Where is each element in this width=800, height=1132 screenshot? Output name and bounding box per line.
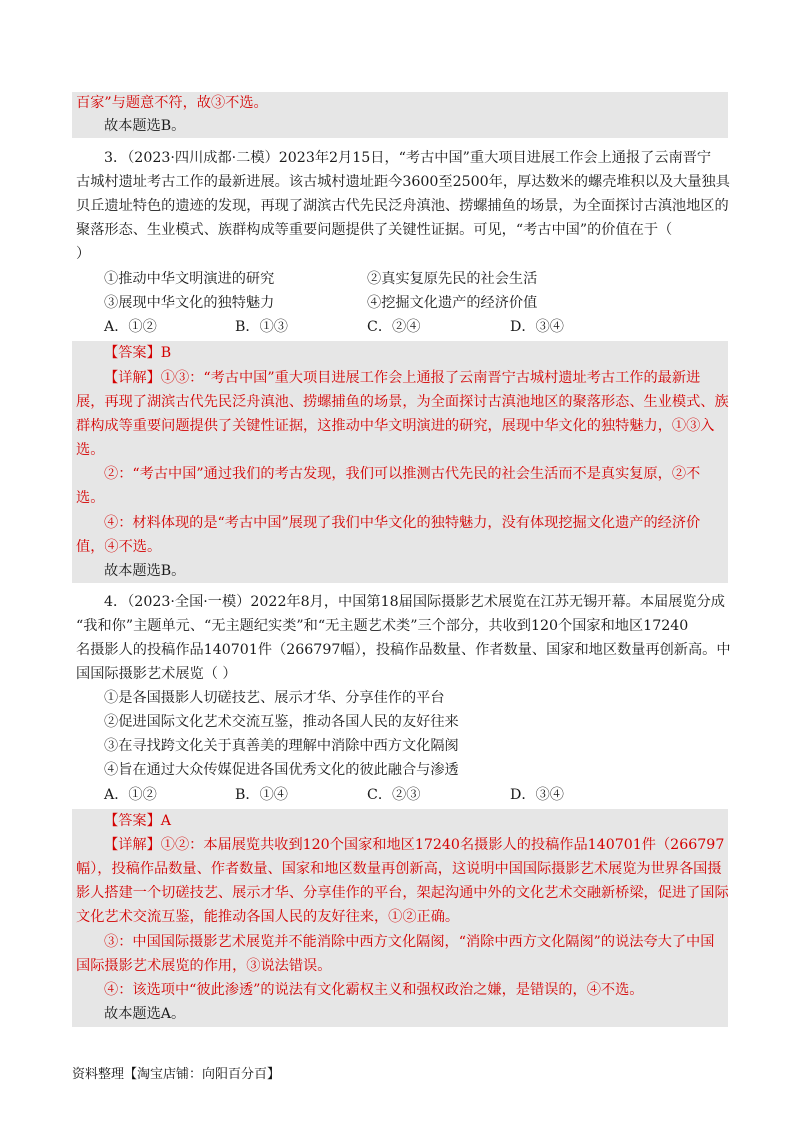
q4-item: ①是各国摄影人切磋技艺、展示才华、分享佳作的平台 xyxy=(104,690,445,706)
q4-choice-a: A．①② xyxy=(104,787,157,803)
q4-stem-line: 国国际摄影艺术展览（ ） xyxy=(76,666,237,682)
q4-stem-line: “我和你”主题单元、“无主题纪实类”和“无主题艺术类”三个部分，共收到120个国家和地区17240 xyxy=(76,618,689,634)
prev-explanation-line: 百家”与题意不符，故③不选。 xyxy=(76,95,268,111)
q4-choice-b: B．①④ xyxy=(235,787,288,803)
q4-item: ③在寻找跨文化关于真善美的理解中消除中西方文化隔阂 xyxy=(104,738,459,754)
q3-item: ④挖掘文化遗产的经济价值 xyxy=(367,295,538,311)
q4-stem-line: 4．（2023·全国·一模）2022年8月，中国第18届国际摄影艺术展览在江苏无锡开幕。本届展览分成 xyxy=(104,594,725,610)
q3-stem-line: 聚落形态、生业模式、族群构成等重要问题提供了关键性证据。可见，“考古中国”的价值在于（ xyxy=(76,222,673,238)
q4-item: ②促进国际文化艺术交流互鉴，推动各国人民的友好往来 xyxy=(104,714,459,730)
q3-choice-b: B．①③ xyxy=(235,319,288,335)
page-footer: 资料整理【淘宝店铺：向阳百分百】 xyxy=(72,1067,281,1082)
q3-stem-line: ） xyxy=(76,246,91,262)
q4-item: ④旨在通过大众传媒促进各国优秀文化的彼此融合与渗透 xyxy=(104,762,459,778)
q3-stem-line: 古城村遗址考古工作的最新进展。该古城村遗址距今3600至2500年，厚达数米的螺壳堆积以及大量独具 xyxy=(76,174,730,190)
q4-detail-line: 幅），投稿作品数量、作者数量、国家和地区数量再创新高，这说明中国国际摄影艺术展览为世界各国摄 xyxy=(76,861,722,877)
q3-detail-line: 选。 xyxy=(76,490,105,506)
q3-item: ①推动中华文明演进的研究 xyxy=(104,271,275,287)
q4-detail-line: 国际摄影艺术展览的作用，③说法错误。 xyxy=(76,958,332,974)
q3-choice-a: A．①② xyxy=(104,319,157,335)
q3-detail-line: 展，再现了湖滨古代先民泛舟滇池、捞螺捕鱼的场景，为全面探讨古滇池地区的聚落形态、生业模式、族 xyxy=(76,394,729,410)
q4-stem-line: 名摄影人的投稿作品140701件（266797幅），投稿作品数量、作者数量、国家和地区数量再创新高。中 xyxy=(76,642,731,658)
q3-answer: 【答案】B xyxy=(104,345,172,361)
q3-stem-line: 3．（2023·四川成都·二模）2023年2月15日，“考古中国”重大项目进展工作会上通报了云南晋宁 xyxy=(104,150,712,166)
q3-detail-line: 选。 xyxy=(76,442,105,458)
q3-item: ③展现中华文化的独特魅力 xyxy=(104,295,275,311)
q4-conclusion: 故本题选A。 xyxy=(104,1006,186,1022)
q4-detail-line: ③：中国国际摄影艺术展览并不能消除中西方文化隔阂，“消除中西方文化隔阂”的说法夸大了中国 xyxy=(104,934,715,950)
q3-detail-line: 值，④不选。 xyxy=(76,539,162,555)
q4-detail-line: 文化艺术交流互鉴，能推动各国人民的友好往来，①②正确。 xyxy=(76,909,460,925)
q4-detail-line: ④：该选项中“彼此渗透”的说法有文化霸权主义和强权政治之嫌，是错误的，④不选。 xyxy=(104,982,644,998)
prev-conclusion: 故本题选B。 xyxy=(104,118,186,134)
q3-detail-line: ②：“考古中国”通过我们的考古发现，我们可以推测古代先民的社会生活而不是真实复原，②不 xyxy=(104,466,701,482)
q3-choice-c: C．②④ xyxy=(367,319,421,335)
q3-detail-line: 群构成等重要问题提供了关键性证据，这推动中华文明演进的研究，展现中华文化的独特魅力，①③入 xyxy=(76,418,715,434)
q4-detail-line: 影人搭建一个切磋技艺、展示才华、分享佳作的平台，架起沟通中外的文化艺术交融新桥梁，促进了国际 xyxy=(76,885,729,901)
q4-choice-c: C．②③ xyxy=(367,787,421,803)
q3-detail-line: ④：材料体现的是“考古中国”展现了我们中华文化的独特魅力，没有体现挖掘文化遗产的经济价 xyxy=(104,515,701,531)
q3-stem-line: 贝丘遗址特色的遗迹的发现，再现了湖滨古代先民泛舟滇池、捞螺捕鱼的场景，为全面探讨古滇池地区的 xyxy=(76,198,729,214)
q3-detail-line: 【详解】①③：“考古中国”重大项目进展工作会上通报了云南晋宁古城村遗址考古工作的最新进 xyxy=(104,370,701,386)
q3-conclusion: 故本题选B。 xyxy=(104,563,186,579)
q3-choice-d: D．③④ xyxy=(510,319,564,335)
q4-detail-line: 【详解】①②：本届展览共收到120个国家和地区17240名摄影人的投稿作品140701件（266797 xyxy=(104,837,725,853)
q4-choice-d: D．③④ xyxy=(510,787,564,803)
q3-item: ②真实复原先民的社会生活 xyxy=(367,271,538,287)
q4-answer: 【答案】A xyxy=(104,813,171,829)
